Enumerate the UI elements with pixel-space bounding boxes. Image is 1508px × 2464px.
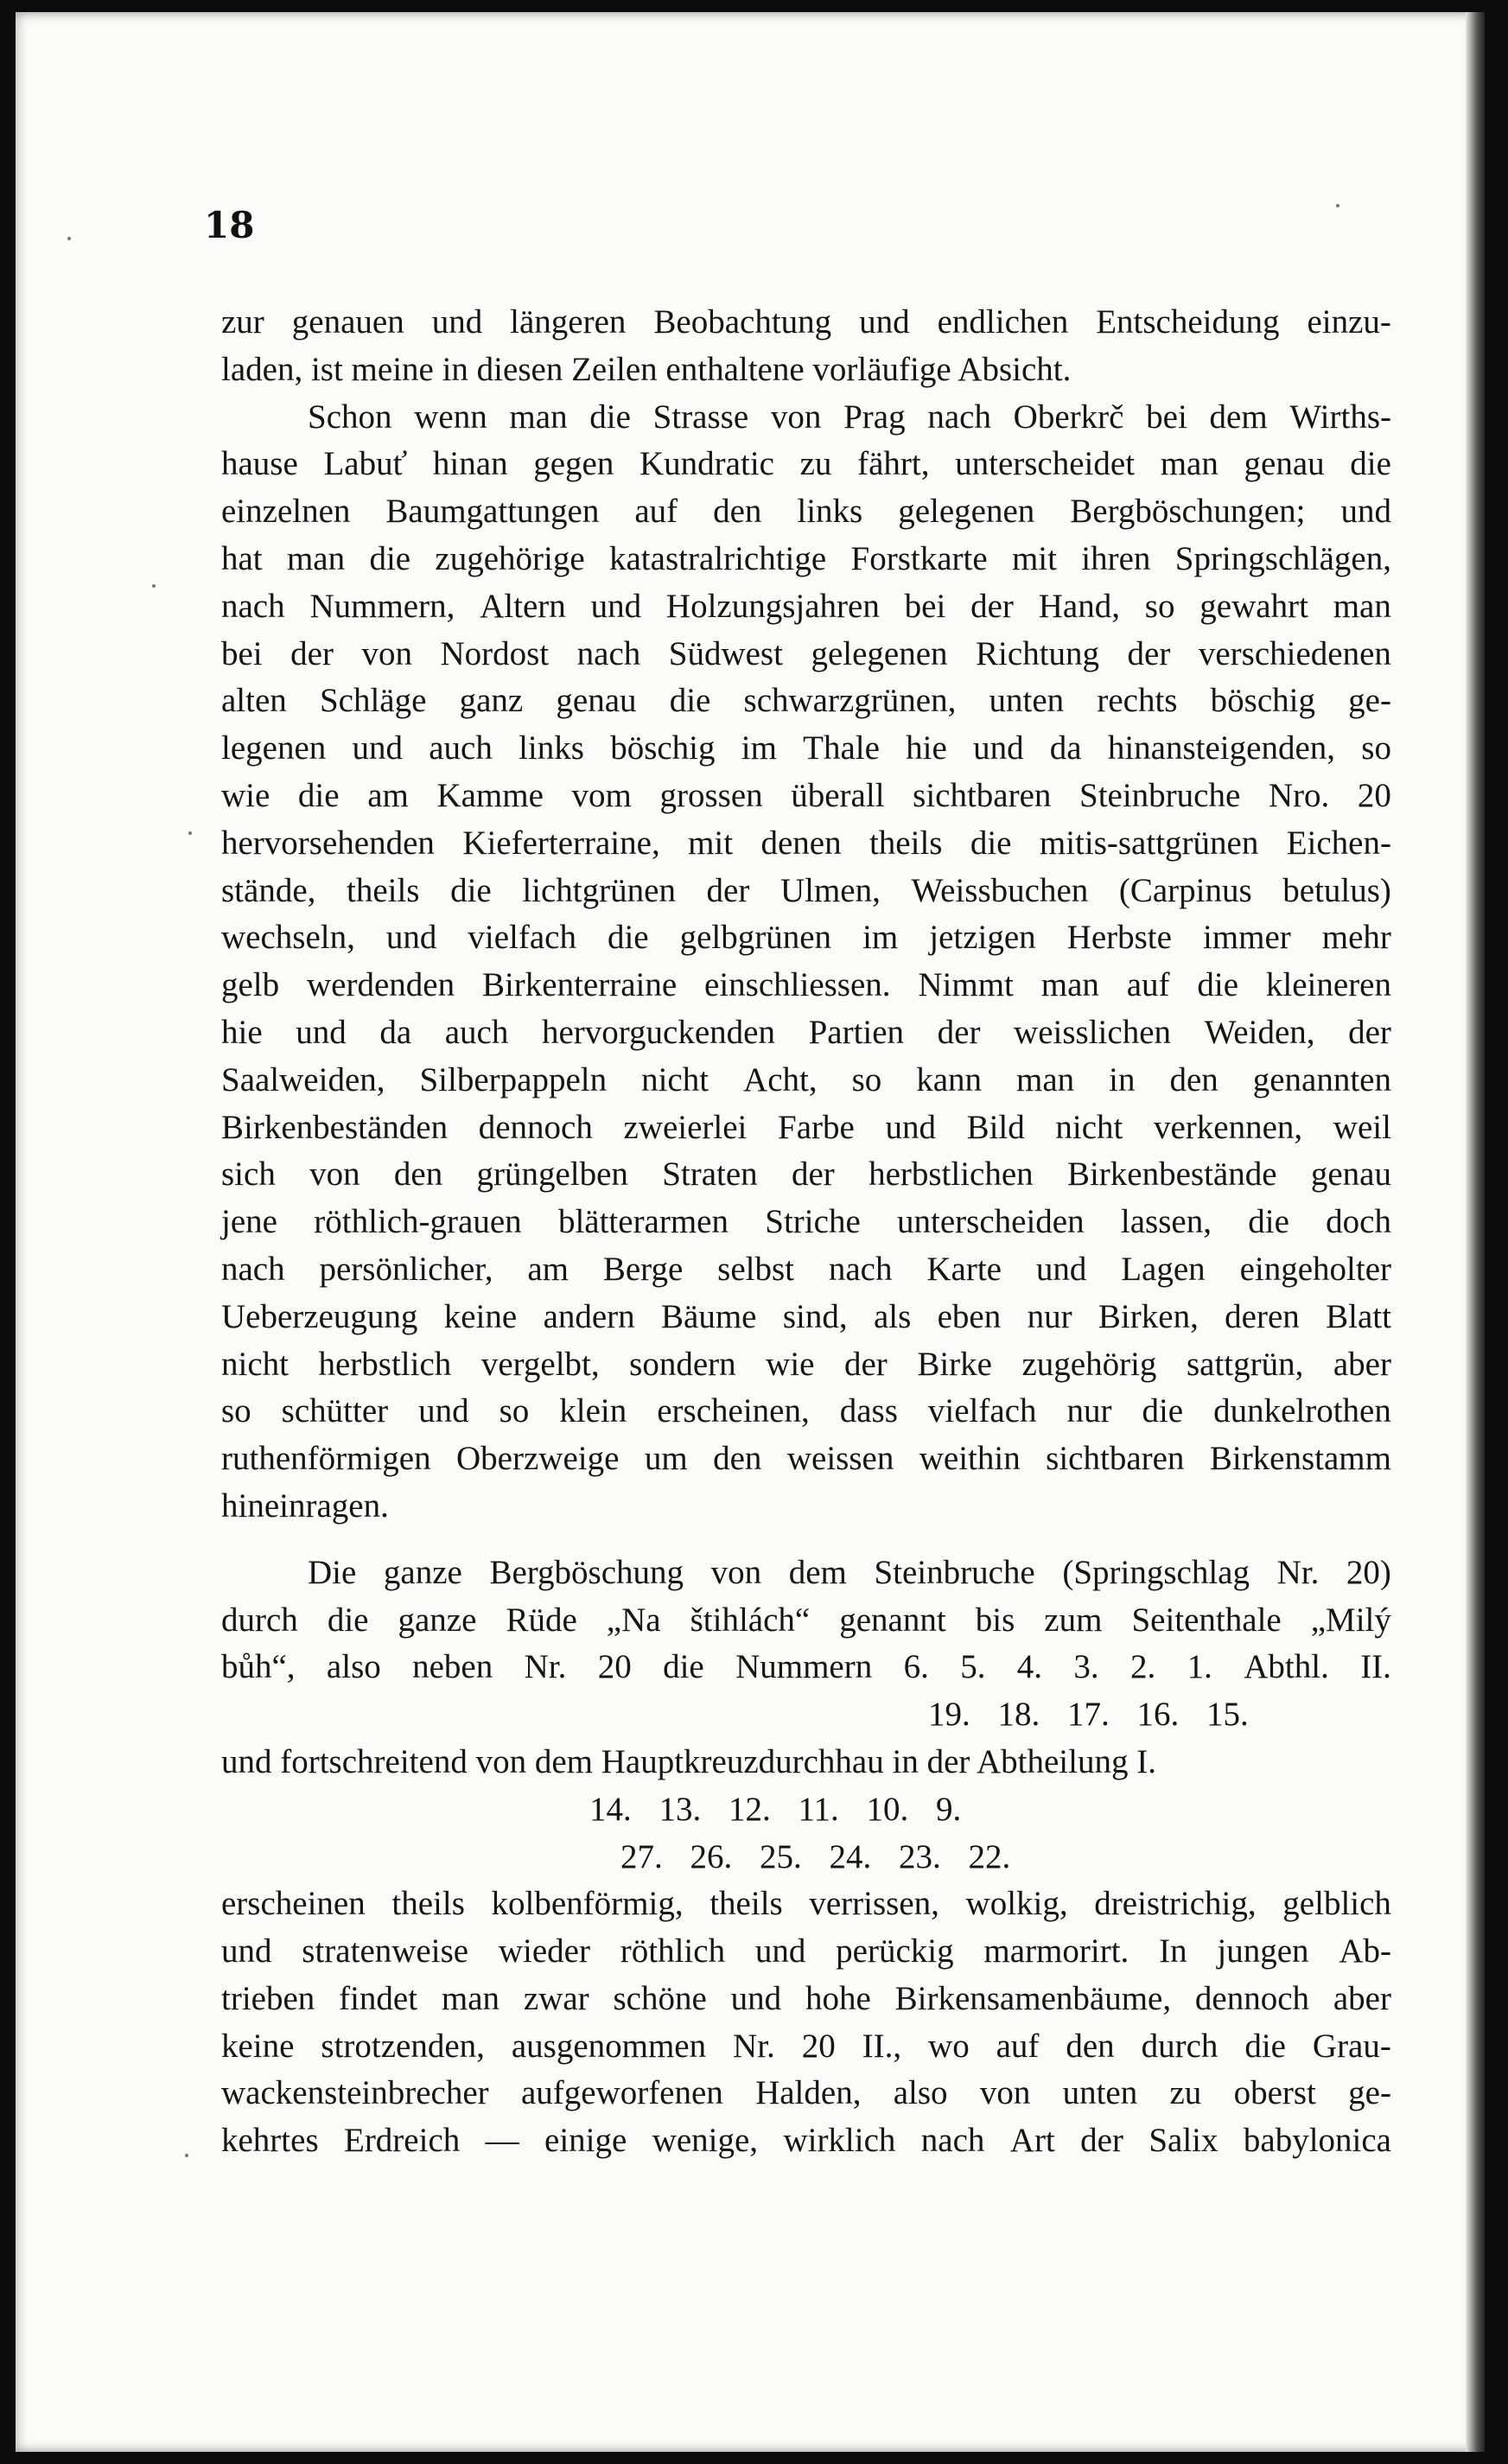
text-line: laden, ist meine in diesen Zeilen enthaltene vorläufige Absicht. — [221, 350, 1072, 388]
text-line: zur genauen und längeren Beobachtung und endlichen Entscheidung einzu- — [221, 303, 1391, 341]
text-line: einzelnen Baumgattungen auf den links gelegenen Bergböschungen; und — [221, 493, 1391, 531]
paper-speck — [188, 831, 192, 835]
text-line: hause Labuť hinan gegen Kundratic zu fährt, unterscheidet man genau die — [221, 445, 1391, 483]
text-line: erscheinen theils kolbenförmig, theils verrissen, wolkig, dreistrichig, gelblich — [221, 1885, 1391, 1923]
text-line: alten Schläge ganz genau die schwarzgrünen, unten rechts böschig ge- — [221, 682, 1391, 720]
text-line: Birkenbeständen dennoch zweierlei Farbe und Bild nicht verkennen, weil — [221, 1108, 1391, 1146]
paragraph — [221, 394, 1391, 1531]
text-line: bůh“, also neben Nr. 20 die Nummern 6. 5. 4. 3. 2. 1. Abthl. II. — [221, 1648, 1391, 1686]
paper-speck — [67, 237, 71, 240]
text-line: Ueberzeugung keine andern Bäume sind, als eben nur Birken, deren Blatt — [221, 1297, 1391, 1335]
paper-speck — [152, 584, 156, 588]
number-table-row: 19. 18. 17. 16. 15. — [928, 1696, 1249, 1734]
text-line: und fortschreitend von dem Hauptkreuzdurchhau in der Abtheilung I. — [221, 1742, 1156, 1780]
paragraph — [221, 299, 1391, 394]
page-number: 18 — [204, 204, 255, 246]
text-line: jene röthlich-grauen blätterarmen Striche unterscheiden lassen, die doch — [221, 1203, 1391, 1241]
text-line: keine strotzenden, ausgenommen Nr. 20 II., wo auf den durch die Grau- — [221, 2027, 1391, 2065]
text-line: Die ganze Bergböschung von dem Steinbruche (Springschlag Nr. 20) — [308, 1553, 1391, 1591]
text-line: hineinragen. — [221, 1487, 389, 1525]
text-line: stände, theils die lichtgrünen der Ulmen, Weissbuchen (Carpinus betulus) — [221, 871, 1391, 909]
text-line: bei der von Nordost nach Südwest gelegenen Richtung der verschiedenen — [221, 634, 1391, 672]
number-table-row: 14. 13. 12. 11. 10. 9. — [589, 1790, 962, 1828]
text-line: hie und da auch hervorguckenden Partien der weisslichen Weiden, der — [221, 1013, 1391, 1051]
text-line: wie die am Kamme vom grossen überall sichtbaren Steinbruche Nro. 20 — [221, 776, 1391, 814]
text-line: durch die ganze Rüde „Na štihlách“ genannt bis zum Seitenthale „Milý — [221, 1601, 1391, 1639]
text-line: legenen und auch links böschig im Thale hie und da hinansteigenden, so — [221, 729, 1391, 767]
body-text — [221, 299, 1391, 2165]
text-line: Saalweiden, Silberpappeln nicht Acht, so kann man in den genannten — [221, 1060, 1391, 1098]
book-page — [16, 12, 1485, 2452]
text-line: hat man die zugehörige katastralrichtige Forstkarte mit ihren Springschlägen, — [221, 539, 1391, 577]
text-line: gelb werdenden Birkenterraine einschliessen. Nimmt man auf die kleineren — [221, 966, 1391, 1004]
text-line: nach Nummern, Altern und Holzungsjahren bei der Hand, so gewahrt man — [221, 587, 1391, 625]
text-line: wechseln, und vielfach die gelbgrünen im jetzigen Herbste immer mehr — [221, 919, 1391, 957]
text-line: kehrtes Erdreich — einige wenige, wirklich nach Art der Salix babylonica — [221, 2122, 1391, 2160]
text-line: wackensteinbrecher aufgeworfenen Halden, also von unten zu oberst ge- — [221, 2074, 1391, 2112]
text-line: nicht herbstlich vergelbt, sondern wie der Birke zugehörig sattgrün, aber — [221, 1345, 1391, 1383]
text-line: nach persönlicher, am Berge selbst nach Karte und Lagen eingeholter — [221, 1250, 1391, 1288]
text-line: so schütter und so klein erscheinen, dass vielfach nur die dunkelrothen — [221, 1392, 1391, 1430]
text-line: sich von den grüngelben Straten der herbstlichen Birkenbestände genau — [221, 1156, 1391, 1194]
text-line: trieben findet man zwar schöne und hohe Birkensamenbäume, dennoch aber — [221, 1979, 1391, 2017]
paper-speck — [185, 2154, 188, 2157]
paragraph-gap — [221, 1531, 1391, 1550]
text-line: ruthenförmigen Oberzweige um den weissen weithin sichtbaren Birkenstamm — [221, 1440, 1391, 1478]
text-line: hervorsehenden Kieferterraine, mit denen theils die mitis-sattgrünen Eichen- — [221, 824, 1391, 862]
text-line: Schon wenn man die Strasse von Prag nach Oberkrč bei dem Wirths- — [308, 398, 1391, 436]
paper-speck — [1336, 204, 1339, 207]
number-table-row: 27. 26. 25. 24. 23. 22. — [620, 1837, 1011, 1875]
paragraph — [221, 1550, 1391, 2165]
text-line: und stratenweise wieder röthlich und perückig marmorirt. In jungen Ab- — [221, 1932, 1391, 1971]
book-spine-shadow — [1466, 12, 1485, 2452]
